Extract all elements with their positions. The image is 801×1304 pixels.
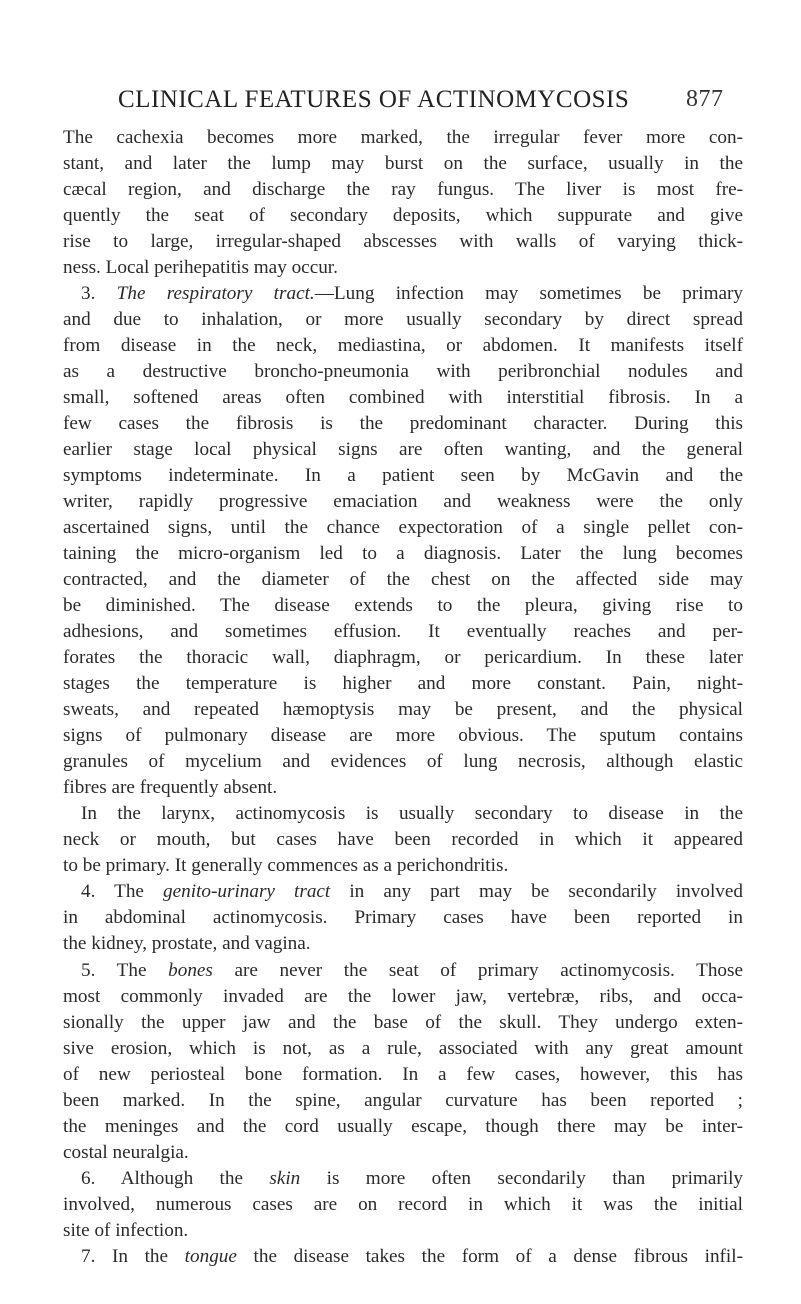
text-line	[63, 229, 743, 255]
line-prefix: 3.	[81, 283, 117, 305]
line-text: small, softened areas often combined with interstitial fibrosis. In a	[63, 387, 743, 409]
text-line	[63, 775, 743, 801]
line-text: sweats, and repeated hæmoptysis may be present, and the physical	[63, 699, 743, 721]
line-text: been marked. In the spine, angular curvature has been reported ;	[63, 1089, 743, 1111]
text-line	[63, 645, 743, 671]
line-text: contracted, and the diameter of the chest on the affected side may	[63, 569, 743, 591]
line-text: adhesions, and sometimes effusion. It eventually reaches and per-	[63, 621, 743, 643]
line-text: symptoms indeterminate. In a patient seen by McGavin and the	[63, 465, 743, 487]
line-text: In the larynx, actinomycosis is usually secondary to disease in the	[81, 803, 743, 825]
line-text: be diminished. The disease extends to the pleura, giving rise to	[63, 595, 743, 617]
text-line	[63, 1088, 743, 1114]
line-text: rise to large, irregular-shaped abscesses with walls of varying thick-	[63, 231, 743, 253]
text-line	[63, 1114, 743, 1140]
line-text: writer, rapidly progressive emaciation and weakness were the only	[63, 491, 743, 513]
text-line	[63, 697, 743, 723]
text-line	[63, 905, 743, 931]
text-line	[63, 1244, 743, 1270]
line-text: site of infection.	[63, 1219, 189, 1241]
line-prefix: 4. The	[81, 881, 164, 903]
text-line	[63, 1010, 743, 1036]
body-text	[63, 125, 743, 1270]
line-text: to be primary. It generally commences as a perichondritis.	[63, 855, 509, 877]
text-line	[63, 385, 743, 411]
line-text: neck or mouth, but cases have been recorded in which it appeared	[63, 829, 743, 851]
line-text: the meninges and the cord usually escape, though there may be inter-	[63, 1115, 743, 1137]
text-line	[63, 749, 743, 775]
line-text: stages the temperature is higher and more constant. Pain, night-	[63, 673, 743, 695]
text-line	[63, 203, 743, 229]
text-line	[63, 984, 743, 1010]
line-text: ascertained signs, until the chance expectoration of a single pellet con-	[63, 517, 743, 539]
line-text: the disease takes the form of a dense fibrous infil-	[236, 1245, 743, 1267]
running-header	[118, 86, 724, 116]
italic-term: The respiratory tract.	[116, 283, 315, 305]
text-line	[63, 671, 743, 697]
line-text: fibres are frequently absent.	[63, 777, 278, 799]
text-line	[63, 489, 743, 515]
line-text: and due to inhalation, or more usually secondary by direct spread	[63, 309, 743, 331]
text-line	[63, 1036, 743, 1062]
text-line	[63, 463, 743, 489]
text-line	[63, 958, 743, 984]
line-prefix: 5. The	[81, 959, 169, 981]
text-line	[63, 177, 743, 203]
line-text: are never the seat of primary actinomycosis. Those	[212, 959, 743, 981]
running-title: CLINICAL FEATURES OF ACTINOMYCOSIS	[118, 86, 630, 113]
line-text: in abdominal actinomycosis. Primary cases have been reported in	[63, 907, 743, 929]
text-line	[63, 593, 743, 619]
italic-term: tongue	[184, 1245, 237, 1267]
line-text: costal neuralgia.	[63, 1141, 189, 1163]
line-text: cæcal region, and discharge the ray fungus. The liver is most fre-	[63, 179, 743, 201]
text-line	[63, 619, 743, 645]
line-text: as a destructive broncho-pneumonia with peribronchial nodules and	[63, 361, 743, 383]
text-line	[63, 801, 743, 827]
italic-term: genito-urinary tract	[163, 881, 331, 903]
text-line	[63, 931, 743, 957]
text-line	[63, 333, 743, 359]
line-prefix: 7. In the	[81, 1245, 185, 1267]
text-line	[63, 1192, 743, 1218]
page-number: 877	[686, 86, 724, 112]
text-line	[63, 255, 743, 281]
line-text: is more often secondarily than primarily	[300, 1167, 743, 1189]
italic-term: skin	[269, 1167, 301, 1189]
line-text: taining the micro-organism led to a diagnosis. Later the lung becomes	[63, 543, 743, 565]
text-line	[63, 853, 743, 879]
text-line	[63, 723, 743, 749]
text-line	[63, 541, 743, 567]
text-line	[63, 827, 743, 853]
line-text: sive erosion, which is not, as a rule, associated with any great amount	[63, 1037, 743, 1059]
line-prefix: 6. Although the	[81, 1167, 270, 1189]
text-line	[63, 359, 743, 385]
text-line	[63, 515, 743, 541]
line-text: of new periosteal bone formation. In a few cases, however, this has	[63, 1063, 743, 1085]
line-text: quently the seat of secondary deposits, which suppurate and give	[63, 205, 743, 227]
line-text: few cases the fibrosis is the predominant character. During this	[63, 413, 743, 435]
text-line	[63, 1062, 743, 1088]
line-text: the kidney, prostate, and vagina.	[63, 933, 311, 955]
line-text: forates the thoracic wall, diaphragm, or pericardium. In these later	[63, 647, 743, 669]
text-line	[63, 307, 743, 333]
text-line	[63, 1166, 743, 1192]
text-line	[63, 125, 743, 151]
line-text: ness. Local perihepatitis may occur.	[63, 257, 338, 279]
line-text: The cachexia becomes more marked, the irregular fever more con-	[63, 127, 743, 148]
line-text: stant, and later the lump may burst on the surface, usually in the	[63, 153, 743, 175]
text-line	[63, 567, 743, 593]
line-text: earlier stage local physical signs are often wanting, and the general	[63, 439, 743, 461]
line-text: in any part may be secondarily involved	[330, 881, 743, 903]
line-text: granules of mycelium and evidences of lung necrosis, although elastic	[63, 751, 743, 773]
line-text: sionally the upper jaw and the base of the skull. They undergo exten-	[63, 1011, 743, 1033]
line-text: signs of pulmonary disease are more obvious. The sputum contains	[63, 725, 743, 747]
text-line	[63, 879, 743, 905]
text-line	[63, 151, 743, 177]
line-text: from disease in the neck, mediastina, or abdomen. It manifests itself	[63, 335, 743, 357]
italic-term: bones	[168, 959, 213, 981]
text-line	[63, 437, 743, 463]
line-text: involved, numerous cases are on record in which it was the initial	[63, 1193, 743, 1215]
text-line	[63, 411, 743, 437]
text-line	[63, 281, 743, 307]
text-line	[63, 1140, 743, 1166]
line-text: most commonly invaded are the lower jaw, vertebræ, ribs, and occa-	[63, 985, 743, 1007]
line-text: —Lung infection may sometimes be primary	[314, 283, 744, 305]
text-line	[63, 1218, 743, 1244]
